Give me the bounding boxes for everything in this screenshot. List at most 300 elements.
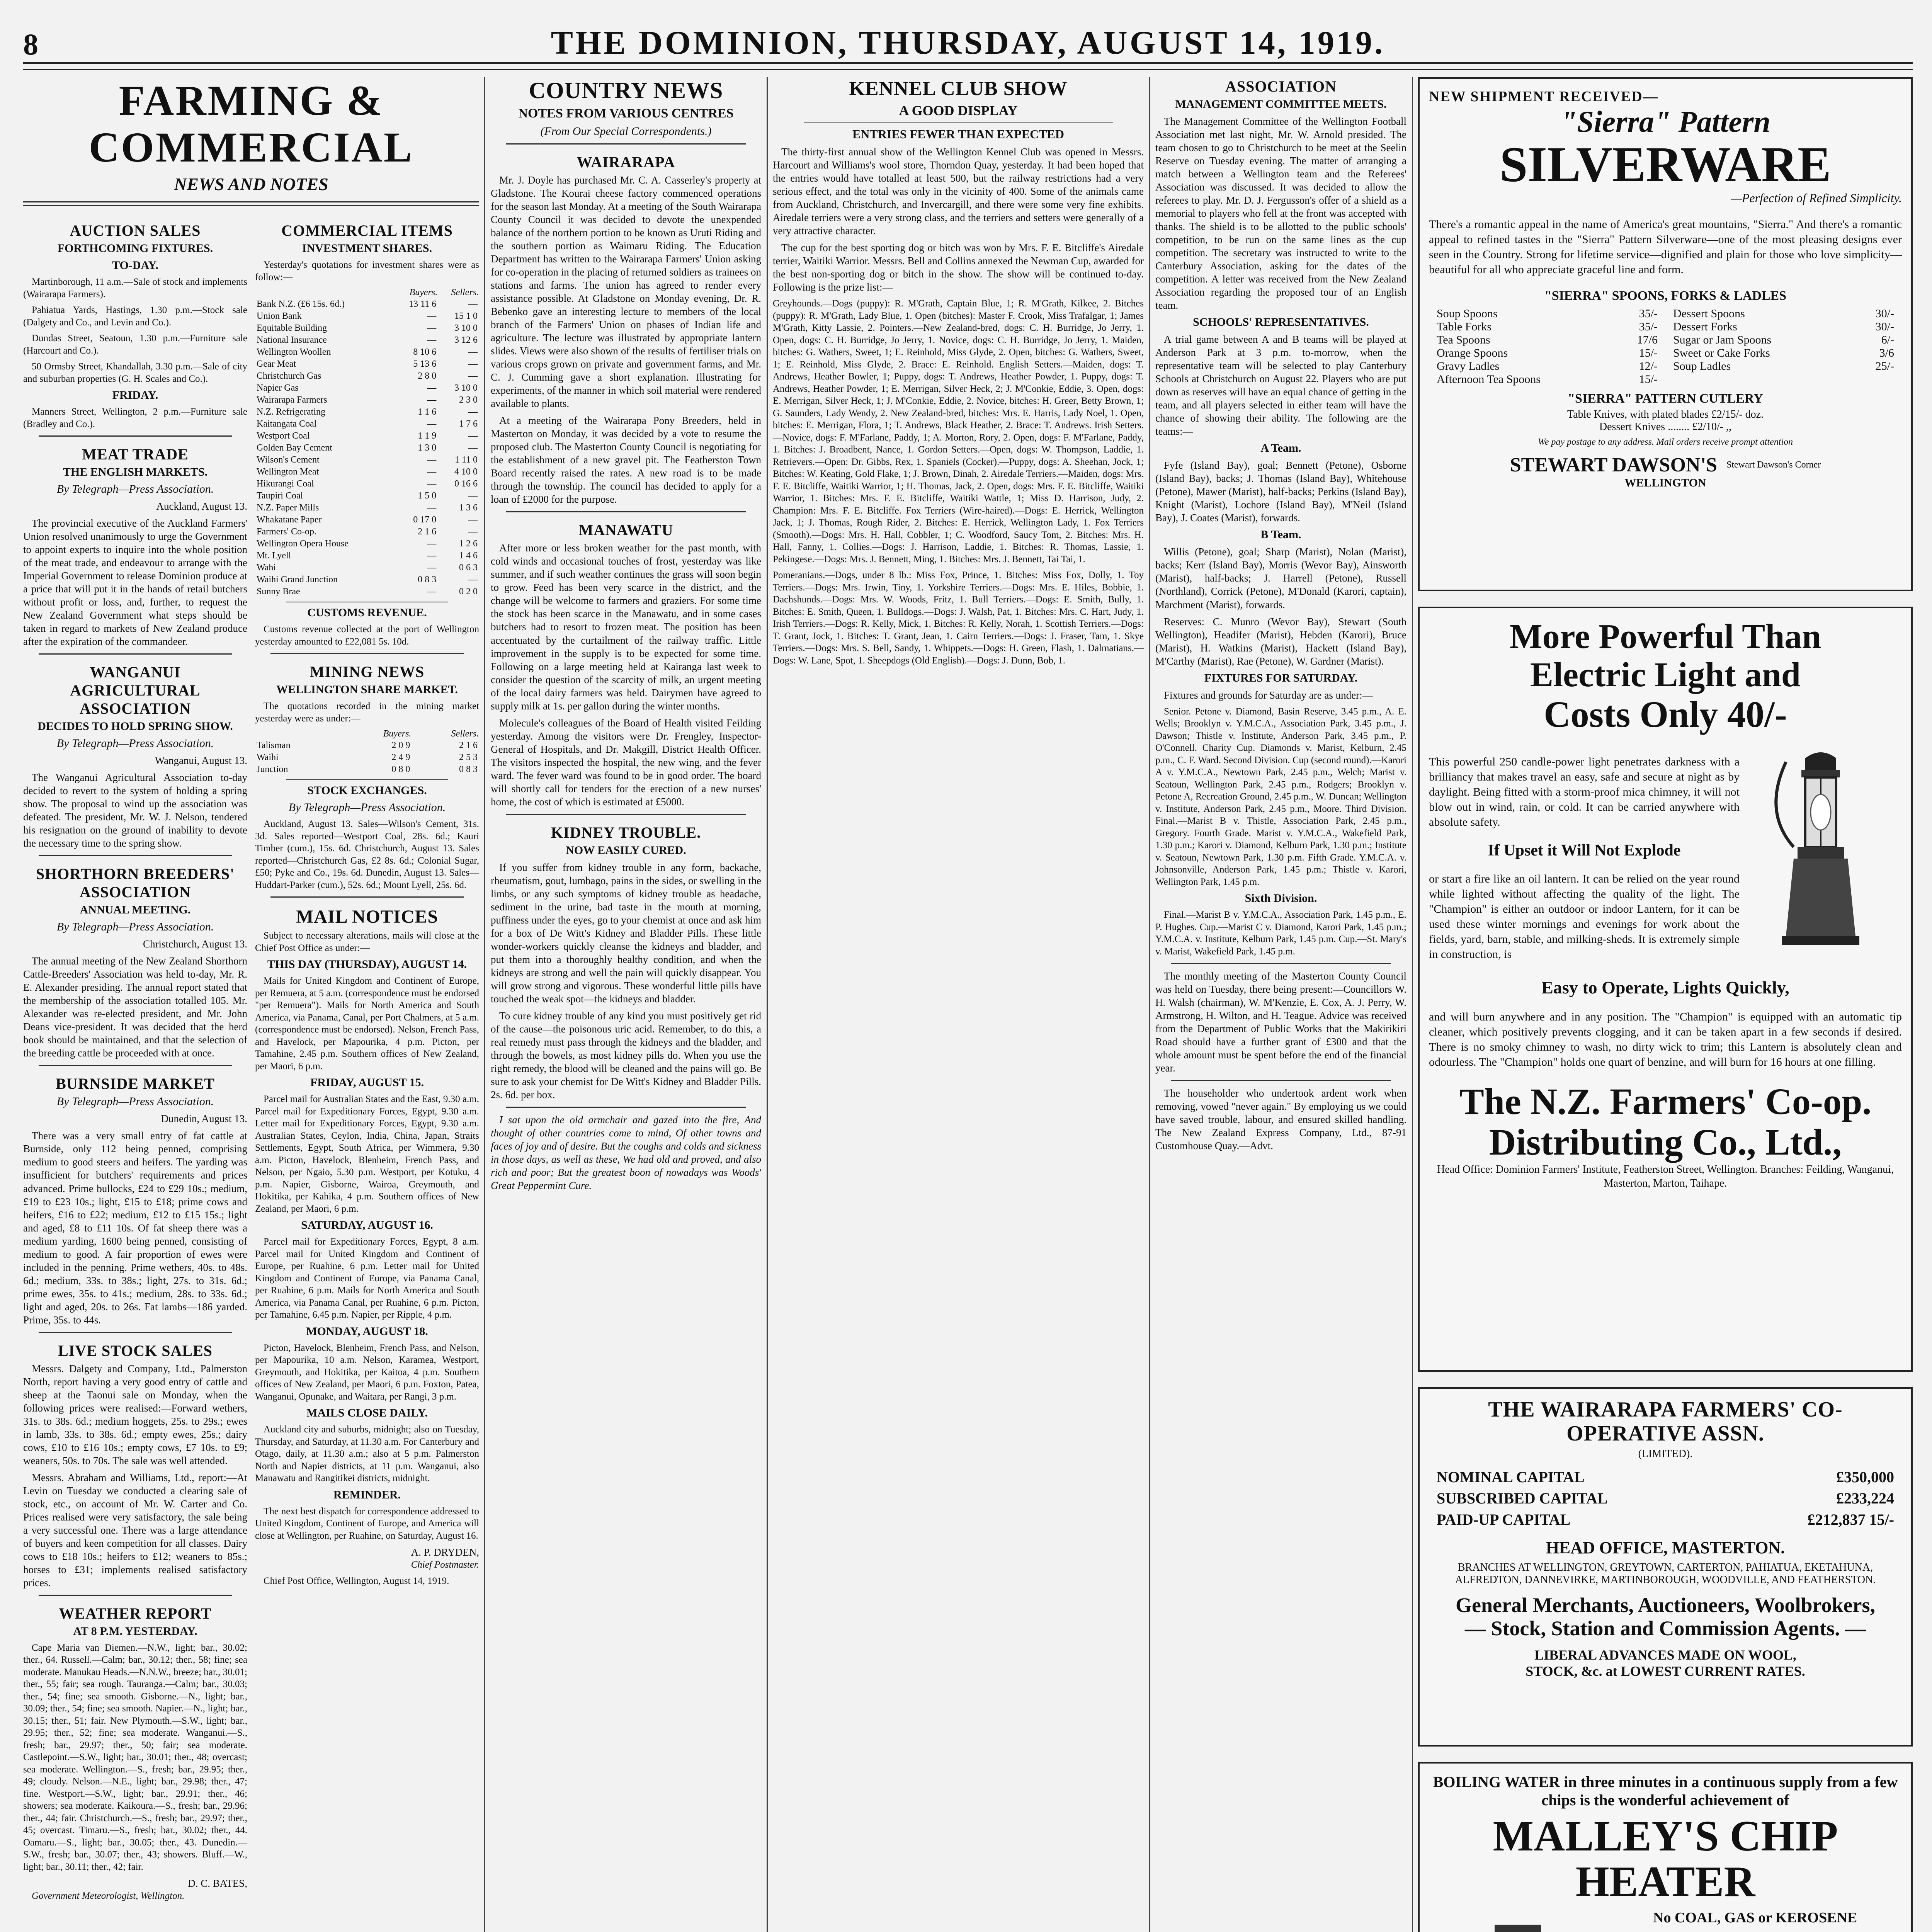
advertisements-column: [1418, 77, 1913, 1932]
capital-label: PAID-UP CAPITAL: [1437, 1511, 1571, 1529]
wanganui-heading: WANGANUI AGRICULTURAL ASSOCIATION: [70, 663, 201, 718]
livestock-body: Messrs. Dalgety and Company, Ltd., Palmerston North, report having a very good entry of cattle and sheep at the Taonui sale on Monday, when the following prices were realised:—Forward wethers, 31s. to 38s. 6d.; medium hoggets, 25s. to 29s.; ewes in lamb, 33s. to 38s. 6d.; empty ewes, 25s.; dairy cows, £10 to £16 10s.; empty cows, £7 10s. to £9; weaners, 50s. to 70s. The sale was well attended.: [23, 1362, 247, 1466]
divider: [270, 896, 464, 898]
kidney-heading: KIDNEY TROUBLE.: [551, 823, 701, 841]
mail-heading: MAIL NOTICES: [296, 906, 439, 927]
divider: [39, 1595, 232, 1596]
mail-day-body: Picton, Havelock, Blenheim, French Pass, and Nelson, per Mapourika, 10 a.m. Nelson, Karamea, Westport, Greymouth, and Hokitika, per Kaitoa, 4 p.m. Southern offices of New Zealand, per Maori, 6 p.m. Foxton, Patea, Wanganui, Opunake, and Waitara, per Rangi, 3 p.m.: [255, 1342, 479, 1402]
price-list-item: [1673, 333, 1894, 347]
quote-sellers: —: [468, 371, 478, 381]
lantern-headline-2: Electric Light and: [1530, 656, 1801, 694]
quote-buyers: —: [427, 551, 437, 561]
capital-row: [1429, 1509, 1902, 1530]
wairarapa-body: At a meeting of the Wairarapa Pony Breeders, held in Masterton on Monday, it was decided by a vote to resume the proposed club. The Masterton County Council is negotiating for the establishment of a new gravel pit. The Featherston Town Board recently raised the rates. A new road is to be made through the township. The council has decided to apply for a loan of £2000 for the purpose.: [491, 415, 761, 505]
dateline: Christchurch, August 13.: [143, 938, 247, 950]
quote-name: Talisman: [257, 740, 291, 750]
wfca-advances-2: STOCK, &c. at LOWEST CURRENT RATES.: [1526, 1663, 1805, 1679]
quote-row: [255, 394, 479, 406]
mail-signature: A. P. DRYDEN,: [411, 1546, 479, 1558]
quote-sellers: —: [468, 527, 478, 537]
mail-signature-title: Chief Postmaster.: [411, 1560, 479, 1570]
shorthorn-body: The annual meeting of the New Zealand Shorthorn Cattle-Breeders' Association was held to-day, Mr. R. E. Alexander presiding. The annual report stated that the membership of the association totalled 105. Mr. Alexander was re-elected president, and Mr. John Deans vice-president. It was decided that the herd book should be maintained, and that the selection of the breeding cattle be proceeded with at once.: [23, 955, 247, 1059]
commercial-heading: COMMERCIAL ITEMS: [281, 222, 453, 239]
auction-entry: Pahiatua Yards, Hastings, 1.30 p.m.—Stock sale (Dalgety and Co., and Levin and Co.).: [23, 305, 247, 328]
quote-buyers: —: [427, 323, 437, 333]
price-list-item: [1673, 307, 1894, 320]
kidney-body: To cure kidney trouble of any kind you must positively get rid of the cause—the poisonous uric acid. Remember, to do this, a real remedy must pass through the kidneys and the bladder, and through the bowels, as most kidney pills do. When you use the right remedy, the blood will be cleaned and the pains will go. Be sure to ask your chemist for De Witt's Kidney and Bladder Pills. 2s. 6d. per box.: [491, 1010, 761, 1100]
lantern-body-2: or start a fire like an oil lantern. It can be relied on the year round while lighted without affecting the quality of the light. The "Champion" is either an outdoor or indoor Lantern, for it can be used these winter mornings and evenings for work about the fields, yard, barn, stable, and milking-sheds. It is extremely simple in construction, is: [1429, 872, 1740, 961]
divider: [506, 1107, 746, 1108]
capital-value: £233,224: [1836, 1490, 1894, 1507]
quote-buyers: —: [427, 563, 437, 573]
byline: By Telegraph—Press Association.: [56, 1095, 214, 1108]
auction-subhead: FORTHCOMING FIXTURES.: [57, 242, 213, 255]
quote-sellers: —: [468, 443, 478, 453]
schools-body: A trial game between A and B teams will be played at Anderson Park at 3 p.m. to-morrow, when the representative team will be selected to play Canterbury Schools at Christchurch on August 22. Players who are put down as reserves will have an equal chance of getting in the team, and all players selected in either team will have the chance of showing their ability. The following are the teams:—: [1155, 333, 1406, 437]
mail-day-body: Parcel mail for Expeditionary Forces, Egypt, 8 a.m. Parcel mail for United Kingdom and Continent of Europe, per Ruahine, 6 p.m. Letter mail for United Kingdom and Continent of Europe, via Panama Canal, per Ruahine, 6 p.m. Mails for North America and South America, via Panama Canal, per Ruahine, 6 p.m. Picton, per Tamahine, 6.45 p.m. Napier, per Ripple, 4 p.m.: [255, 1236, 479, 1320]
quote-name: Waihi: [257, 752, 279, 762]
lantern-footer-2: Distributing Co., Ltd.,: [1489, 1121, 1842, 1163]
quote-row: [255, 550, 479, 562]
price-item-name: Dessert Forks: [1673, 320, 1737, 333]
mining-quotes-table: [255, 728, 479, 776]
quote-row: [255, 586, 479, 598]
auction-heading: AUCTION SALES: [70, 222, 201, 239]
kennel-intro: The cup for the best sporting dog or bitch was won by Mrs. F. E. Bitcliffe's Airedale terrier, Waitiki Warrior. Messrs. Bell and Collins annexed the Newman Cup, awarded for the best non-sporting dog or bitch in the show. The show will be continued to-day. Following is the prize list:—: [773, 242, 1144, 293]
silverware-tagline: —Perfection of Refined Simplicity.: [1731, 191, 1902, 205]
quote-name: Junction: [257, 764, 288, 774]
divider: [804, 122, 1113, 123]
capital-value: £350,000: [1836, 1468, 1894, 1486]
quote-name: Equitable Building: [257, 323, 327, 333]
council-meeting-body: The monthly meeting of the Masterton County Council was held on Tuesday, there being present:—Councillors W. H. Walsh (chairman), W. M'Kenzie, E. Cox, A. J. Perry, W. Armstrong, H. Wilton, and H. Teague. Advice was received from the Department of Public Works that the Makirikiri Road should have a further grant of £300 and that the whole amount must be spent before the end of the financial year.: [1155, 970, 1406, 1074]
price-item-name: Dessert Spoons: [1673, 307, 1745, 320]
quote-buyers: 5 13 6: [413, 359, 437, 369]
mail-reminder-heading: REMINDER.: [333, 1488, 401, 1501]
quote-sellers: —: [468, 347, 478, 357]
divider: [506, 814, 746, 815]
capital-label: SUBSCRIBED CAPITAL: [1437, 1490, 1608, 1507]
farming-commercial-column: [23, 77, 479, 1932]
quote-row: [255, 490, 479, 502]
burnside-body: There was a very small entry of fat cattle at Burnside, only 112 being penned, comprising medium to good steers and heifers. The yarding was insufficient for butchers' requirements and prices advanced. Prime bullocks, £24 to £29 10s.; medium, £19 to £23 10s.; light, £15 to £18; prime cows and heifers, £16 to £22; medium, £12 to £15 15s.; light and aged, £8 to £11 10s. Of fat sheep there was a medium yarding, 1600 being penned, consisting of medium to good. A fair proportion of ewes were included in the penning. Prime wethers, 40s. to 48s. 6d.; medium, 33s. to 38s.; light, 27s. to 31s. 6d.; prime ewes, 35s. to 41s.; medium, 28s. to 33s. 6d.; light and aged, 20s. to 26s. Fat lambs—186 yarded. Prime, 35s. to 44s.: [23, 1130, 247, 1326]
auction-entry: Manners Street, Wellington, 2 p.m.—Furniture sale (Bradley and Co.).: [23, 406, 247, 429]
quote-sellers: 3 10 0: [454, 323, 478, 333]
quote-row: [255, 322, 479, 334]
capital-row: [1429, 1466, 1902, 1488]
wanganui-subhead: DECIDES TO HOLD SPRING SHOW.: [37, 720, 233, 733]
mail-day: SATURDAY, AUGUST 16.: [301, 1219, 433, 1231]
silverware-advert: [1418, 77, 1913, 591]
price-item-price: 35/-: [1639, 307, 1658, 320]
quote-name: Wairarapa Farmers: [257, 395, 327, 405]
association-column: [1155, 77, 1406, 1932]
silverware-brand-sub: Stewart Dawson's Corner: [1726, 460, 1821, 470]
quote-sellers: —: [468, 515, 478, 525]
quote-buyers: 1 3 0: [418, 443, 437, 453]
livestock-heading: LIVE STOCK SALES: [58, 1342, 213, 1359]
cutlery-heading: "SIERRA" PATTERN CUTLERY: [1568, 391, 1763, 406]
wanganui-body: The Wanganui Agricultural Association to-day decided to revert to the system of holding a spring show. The proposal to wind up the association was defeated. The president, Mr. W. J. Nelson, tendered his resignation on the ground of inability to devote the necessary time to the spring show.: [23, 772, 247, 849]
quote-name: Westport Coal: [257, 431, 310, 441]
quote-row: [255, 346, 479, 358]
quote-row: [255, 370, 479, 382]
kennel-prize-list: Pomeranians.—Dogs, under 8 lb.: Miss Fox, Prince, 1. Bitches: Miss Fox, Dolly, 1. Toy Terriers.—Dogs: Mrs. Irwin, Tiny, 1. Yorkshire Terriers.—Dogs: Mrs. E. Hiles, Bobbie, 1. Dachshunds.—Dogs: Mrs. W. Woods, Fritz, 1. Bull Terriers.—Dogs: E. Smith, Bully, 1. Bitches: E. Smith, Queen, 1. Bulldogs.—Dogs: J. Walsh, Pat, 1. Bitches: Mrs. C. Hart, Judy, 1. Irish Terriers.—Dogs: R. Kelly, Mick, 1. Bitches: R. Kelly, Norah, 1. Scottish Terriers.—Dogs: T. Grant, Jock, 1. Bitches: T. Grant, Jean, 1. Cairn Terriers.—Dogs: J. Fraser, Tam, 1. Skye Terriers.—Dogs: Mrs. S. Bell, Sandy, 1. Whippets.—Dogs: H. Green, Flash, 1. Dalmatians.—Dogs: W. Lane, Spot, 1. Sheepdogs (Old English).—Dogs: J. Dunn, Bob, 1.: [773, 570, 1144, 666]
cutlery-line: Table Knives, with plated blades £2/15/- doz.: [1567, 408, 1764, 421]
quote-row: [255, 514, 479, 526]
mail-day: MAILS CLOSE DAILY.: [306, 1406, 428, 1419]
quote-sellers: 2 3 0: [459, 395, 478, 405]
quote-name: Mt. Lyell: [257, 551, 291, 561]
country-news-column: [491, 77, 761, 1932]
col-header-buyers: Buyers.: [409, 287, 438, 298]
sixth-division-body: Final.—Marist B v. Y.M.C.A., Association Park, 1.45 p.m., E. P. Hughes. Cup.—Marist C v. Diamond, Karori Park, 1.45 p.m.; Y.M.C.A. v. Institute, Kelburn Park, 1.45 p.m. Cup.—St. Mary's v. Marist, Wakefield Park, 1.45 p.m.: [1155, 910, 1406, 957]
price-item-price: 3/6: [1879, 347, 1894, 360]
quote-name: Waihi Grand Junction: [257, 575, 338, 585]
quote-sellers: —: [468, 491, 478, 501]
kennel-heading: KENNEL CLUB SHOW: [849, 78, 1068, 100]
mail-signature-place: Chief Post Office, Wellington, August 14, 1919.: [264, 1575, 449, 1586]
quote-name: Wellington Opera House: [257, 539, 349, 549]
mail-day: MONDAY, AUGUST 18.: [306, 1325, 428, 1338]
quote-buyers: 0 8 3: [418, 575, 437, 585]
quote-sellers: 3 10 0: [454, 383, 478, 393]
quote-row: [255, 382, 479, 394]
quote-sellers: 3 12 6: [454, 335, 478, 345]
byline: By Telegraph—Press Association.: [56, 737, 214, 750]
quote-row: [255, 752, 479, 764]
quote-sellers: 0 8 3: [459, 764, 478, 774]
mail-reminder-body: The next best dispatch for correspondence addressed to United Kingdom, Continent of Europe, and America will close at Wellington, per Ruahine, on Saturday, August 16.: [255, 1506, 479, 1541]
association-body: The Management Committee of the Wellington Football Association met last night, Mr. W. Arnold presided. The team chosen to go to Christchurch to be meet at the Seelin Reserve on Tuesday evening. The matter of arranging a match between a Wellington team and the Referees' Association was discussed. It was decided to allow the referees to play. Mr. D. J. Fergusson's offer of a shield as a memorial to players who fell at the front was accepted with thanks. The shield is to be allotted to the public schools' competition, to be run on the same lines as the cup competition. The secretary was instructed to write to the Canterbury Association, asking for the dates of the competition. A letter was received from the New Zealand Association regarding the proposed tour of an English team.: [1155, 116, 1406, 311]
quote-buyers: —: [427, 503, 437, 513]
masthead: [23, 15, 1913, 64]
divider: [286, 779, 448, 780]
quote-buyers: 2 4 9: [391, 752, 410, 762]
quote-sellers: —: [468, 407, 478, 417]
quote-name: Wellington Woollen: [257, 347, 331, 357]
price-item-name: Table Forks: [1437, 320, 1492, 333]
weather-signature: D. C. BATES,: [188, 1878, 247, 1889]
price-item-price: 6/-: [1881, 333, 1894, 347]
auction-entry: 50 Ormsby Street, Khandallah, 3.30 p.m.—Sale of city and suburban properties (G. H. Scales and Co.).: [23, 361, 247, 384]
mail-day-body: Auckland city and suburbs, midnight; also on Tuesday, Thursday, and Saturday, at 11.30 a.m. For Canterbury and Otago, daily, at 11.30 a.m.; also at 5 p.m. Palmerston North and Napier districts, at 11 p.m. Wanganui, also Manawatu and Rangitikei districts, midnight.: [255, 1424, 479, 1483]
chip-heater-advert: [1418, 1762, 1913, 1932]
quote-sellers: 2 5 3: [459, 752, 478, 762]
quote-sellers: 1 2 6: [459, 539, 478, 549]
price-list-item: [1673, 320, 1894, 333]
quote-name: Union Bank: [257, 311, 302, 321]
price-list-item: [1437, 373, 1658, 386]
quote-buyers: —: [427, 455, 437, 465]
price-item-name: Sweet or Cake Forks: [1673, 347, 1770, 360]
divider: [39, 1065, 232, 1066]
meat-subhead: THE ENGLISH MARKETS.: [63, 466, 208, 478]
price-item-name: Sugar or Jam Spoons: [1673, 333, 1772, 347]
quote-name: Farmers' Co-op.: [257, 527, 316, 537]
meat-body: The provincial executive of the Auckland Farmers' Union resolved unanimously to urge the Government to appoint experts to inquire into the whole position of the meat trade, and endeavour to arrange with the Imperial Government to release Dominion produce at a price that will put it in the hands of retail butchers without profit or loss, and, further, to request the New Zealand Government what steps should be taken in regard to markets of New Zealand produce after the expiration of the commandeer.: [23, 517, 247, 648]
quote-row: [255, 406, 479, 418]
price-item-name: Soup Ladles: [1673, 360, 1731, 373]
cutlery-line: Dessert Knives ........ £2/10/- ,,: [1599, 421, 1732, 433]
quote-name: Napier Gas: [257, 383, 299, 393]
weather-subhead: AT 8 P.M. YESTERDAY.: [73, 1624, 197, 1638]
burnside-heading: BURNSIDE MARKET: [56, 1075, 215, 1093]
silverware-place: WELLINGTON: [1624, 476, 1706, 490]
quote-buyers: —: [427, 539, 437, 549]
farming-right-subcolumn: [255, 213, 479, 1906]
divider: [39, 653, 232, 655]
mail-day-body: Mails for United Kingdom and Continent of Europe, per Remuera, at 5 a.m. (correspondence must be endorsed "per Remuera"). Mails for North America and South America, via Panama, Canal, per Port Chalmers, at 5 a.m. (correspondence must be endorsed). Nelson, French Pass, and Havelock, per Mapourika, 4 p.m. Picton, per Tamahine, 2.45 p.m. Southern offices of New Zealand, per Maori, 6 p.m.: [255, 976, 479, 1071]
capital-value: £212,837 15/-: [1807, 1511, 1894, 1529]
poem-advert: I sat upon the old armchair and gazed into the fire, And thought of other countries come to mind, Of other towns and faces of joy and of desire. But the coughs and colds and sickness in those days, as well as these, We had old and proved, and also rich and poor; But the greatest boon of nowadays was Woods' Great Peppermint Cure.: [491, 1114, 761, 1192]
kennel-club-column: [773, 77, 1144, 1932]
wfca-services-1: General Merchants, Auctioneers, Woolbrokers,: [1456, 1594, 1875, 1617]
lantern-icon: [1747, 750, 1894, 951]
silverware-body: There's a romantic appeal in the name of America's great mountains, "Sierra." And there's a romantic appeal to refined tastes in the "Sierra" Pattern Silverware—one of the most pleasing designs ever seen in the Country. Strong for lifetime service—dignified and plain for those who love simplicity—beautiful for all who appreciate graceful line and form.: [1429, 218, 1902, 276]
quote-buyers: —: [427, 335, 437, 345]
column-divider: [1149, 77, 1150, 1932]
quote-row: [255, 310, 479, 322]
quote-sellers: —: [468, 431, 478, 441]
mail-intro: Subject to necessary alterations, mails will close at the Chief Post Office as under:—: [255, 930, 479, 953]
wfca-limited: (LIMITED).: [1638, 1448, 1693, 1460]
price-list-item: [1437, 307, 1658, 320]
mail-day: THIS DAY (THURSDAY), AUGUST 14.: [267, 958, 467, 971]
quote-row: [255, 478, 479, 490]
quote-buyers: 2 0 9: [391, 740, 410, 750]
manawatu-heading: MANAWATU: [578, 521, 673, 539]
heater-title: MALLEY'S CHIP HEATER: [1493, 1812, 1838, 1906]
quote-row: [255, 764, 479, 776]
mining-intro: The quotations recorded in the mining market yesterday were as under:—: [255, 701, 479, 724]
auction-day: TO-DAY.: [112, 259, 158, 272]
quote-buyers: 0 17 0: [413, 515, 437, 525]
team-a-heading: A Team.: [1260, 442, 1301, 455]
quote-name: National Insurance: [257, 335, 327, 345]
price-list-item: [1437, 320, 1658, 333]
quote-row: [255, 526, 479, 538]
sixth-division-heading: Sixth Division.: [1245, 892, 1317, 905]
kidney-body: If you suffer from kidney trouble in any form, backache, rheumatism, gout, lumbago, pains in the sides, or swelling in the limbs, or any such symptoms of kidney trouble as headache, sediment in the urine, bad taste in the mouth at morning, puffiness under the eyes, go to your chemist at once and ask him for a box of De Witt's Kidney and Bladder Pills. These little wonder-workers quickly cleanse the kidneys and bladder, and put them into a thoroughly healthy condition, and when the kidneys are strong and well the pain will quickly disappear. You will grow strong and vigorous. These wonderful little pills have touched the weak spot—the kidneys and bladder.: [491, 861, 761, 1005]
silverware-note: We pay postage to any address. Mail orders receive prompt attention: [1537, 437, 1793, 447]
section-title: FARMING & COMMERCIAL: [88, 77, 414, 171]
lantern-headline-3: Costs Only 40/-: [1544, 694, 1787, 735]
quote-sellers: 0 16 6: [454, 479, 478, 489]
price-item-price: 12/-: [1639, 360, 1658, 373]
quote-sellers: —: [468, 359, 478, 369]
quote-buyers: 0 8 0: [391, 764, 410, 774]
farming-left-subcolumn: [23, 213, 247, 1906]
quote-name: N.Z. Refrigerating: [257, 407, 325, 417]
mail-day: FRIDAY, AUGUST 15.: [310, 1076, 424, 1089]
column-divider: [484, 77, 485, 1932]
schools-heading: SCHOOLS' REPRESENTATIVES.: [1193, 316, 1369, 329]
investment-quotes-table: [255, 287, 479, 598]
lantern-headline-1: More Powerful Than: [1509, 617, 1821, 656]
divider: [1171, 963, 1391, 964]
dateline: Wanganui, August 13.: [155, 755, 247, 767]
commercial-intro: Yesterday's quotations for investment shares were as follow:—: [255, 260, 479, 282]
shorthorn-heading: SHORTHORN BREEDERS' ASSOCIATION: [36, 865, 235, 901]
byline: By Telegraph—Press Association.: [288, 801, 446, 814]
price-item-name: Tea Spoons: [1437, 333, 1490, 347]
auction-entry: Martinborough, 11 a.m.—Sale of stock and implements (Wairarapa Farmers).: [23, 277, 247, 299]
divider: [1171, 1080, 1391, 1081]
price-item-price: 30/-: [1875, 307, 1894, 320]
weather-signature-title: Government Meteorologist, Wellington.: [32, 1891, 185, 1901]
mail-day-body: Parcel mail for Australian States and the East, 9.30 a.m. Parcel mail for Expeditionary Forces, Egypt, 9.30 a.m. Letter mail for Expeditionary Forces, Egypt, 9.30 a.m. Australian States, Ceylon, India, China, Japan, Straits Settlements, Egypt, South Africa, per Wimmera, 9.30 a.m. Picton, Havelock, Blenheim, French Pass, and Nelson, per Ngaio, 5.30 p.m. Westport, per Kotuku, 4 p.m. Napier, Gisborne, Wairoa, Greymouth, and Hokitika, per Kahika, 4 p.m. Southern offices of New Zealand, per Maori, 6 p.m.: [255, 1094, 479, 1214]
section-subtitle: NEWS AND NOTES: [174, 174, 328, 194]
silverware-title-1: "Sierra" Pattern: [1560, 105, 1770, 138]
quote-buyers: 1 5 0: [418, 491, 437, 501]
quote-sellers: 2 1 6: [459, 740, 478, 750]
wairarapa-farmers-advert: [1418, 1387, 1913, 1747]
dateline: Auckland, August 13.: [156, 500, 247, 512]
fixtures-intro: Fixtures and grounds for Saturday are as under:—: [1164, 689, 1373, 701]
silverware-list-heading: "SIERRA" SPOONS, FORKS & LADLES: [1544, 289, 1787, 303]
quote-name: Whakatane Paper: [257, 515, 322, 525]
country-heading: COUNTRY NEWS: [529, 78, 723, 103]
quote-buyers: 1 1 6: [418, 407, 437, 417]
quote-name: Taupiri Coal: [257, 491, 303, 501]
price-list-item: [1437, 347, 1658, 360]
quote-row: [255, 502, 479, 514]
quote-row: [255, 442, 479, 454]
divider: [506, 511, 746, 512]
col-header-sellers: Sellers.: [451, 729, 479, 739]
column-divider: [1412, 77, 1413, 1932]
masthead-title: THE DOMINION, THURSDAY, AUGUST 14, 1919.: [551, 24, 1385, 61]
livestock-body: Messrs. Abraham and Williams, Ltd., report:—At Levin on Tuesday we conducted a clearing sale of stock, etc., on account of Mr. W. Carter and Co. Prices realised were very satisfactory, the sale being a very successful one. There was a large attendance of buyers and keen competition for all classes. Dairy cows to £18 10s.; heifers to £12; weaners to 85s.; horses to £31; implements realised satisfactory prices.: [23, 1471, 247, 1588]
lantern-footer-3: Head Office: Dominion Farmers' Institute, Featherston Street, Wellington. Branches: Feilding, Wanganui, Masterton, Marton, Taihape.: [1437, 1163, 1894, 1190]
price-item-price: 35/-: [1639, 320, 1658, 333]
wfca-advances-1: LIBERAL ADVANCES MADE ON WOOL,: [1534, 1647, 1796, 1663]
silverware-brand: STEWART DAWSON'S: [1510, 454, 1717, 476]
heater-kicker: BOILING WATER in three minutes in a continuous supply from a few chips is the wonderful achievement of: [1433, 1773, 1898, 1809]
byline: By Telegraph—Press Association.: [56, 483, 214, 495]
quote-name: N.Z. Paper Mills: [257, 503, 319, 513]
commercial-subhead: INVESTMENT SHARES.: [302, 242, 432, 255]
stock-heading: STOCK EXCHANGES.: [307, 784, 427, 797]
team-a-body: Fyfe (Island Bay), goal; Bennett (Petone), Osborne (Island Bay), backs; J. Thomas (Island Bay), Whitehouse (Petone), Mawer (Marist), half-backs; Perkins (Island Bay), Knight (Marist), Lochore (Island Bay), M'Neil (Island Bay), J. Coates (Marist), forwards.: [1155, 459, 1406, 524]
quote-sellers: 1 4 6: [459, 551, 478, 561]
heater-icon: [1429, 1917, 1630, 1932]
quote-name: Wellington Meat: [257, 467, 319, 477]
quote-sellers: —: [468, 575, 478, 585]
price-item-price: 25/-: [1875, 360, 1894, 373]
quote-sellers: 15 1 0: [454, 311, 478, 321]
price-item-name: Orange Spoons: [1437, 347, 1508, 360]
wairarapa-body: Mr. J. Doyle has purchased Mr. C. A. Casserley's property at Gladstone. The Kourai cheese factory commenced operations for the season last Monday. At a meeting of the South Wairarapa County Council it was decided to devote the unexpended balance of the northern portion to be known as Uruti Riding and the southern portion as Waimaru Riding. The Education Department has written to the Wairarapa Farmers' Union asking for co-operation in the placing of returned soldiers as trainees on stations and farms. The union has agreed to render every assistance possible. At Gladstone on Monday evening, Dr. R. Bebenko gave an interesting lecture to members of the local branch of the Farmers' Union on phases of Indian life and agriculture. The lecture was illustrated by appropriate lantern slides. Views were also shown of the results of fertiliser trials on various crops grown on private and government farms, and Mr. C. J. Cumming gave a short explanation. Illustrating for experiments, of the manner in which soil material were rendered available to plants.: [491, 174, 761, 410]
fixtures-heading: FIXTURES FOR SATURDAY.: [1204, 671, 1358, 684]
quote-buyers: —: [427, 311, 437, 321]
express-advert: The householder who undertook ardent work when removing, vowed "never again." By employing us we could have saved trouble, labour, and ensured skilled handling. The New Zealand Express Company, Ltd., 87-91 Customhouse Quay.—Advt.: [1155, 1087, 1406, 1152]
column-divider: [767, 77, 768, 1932]
quote-row: [255, 574, 479, 586]
divider: [270, 653, 464, 654]
quote-sellers: 0 6 3: [459, 563, 478, 573]
quote-row: [255, 454, 479, 466]
page-number: 8: [23, 27, 38, 61]
quote-sellers: 1 7 6: [459, 419, 478, 429]
price-list-item: [1673, 347, 1894, 360]
kennel-subhead: A GOOD DISPLAY: [899, 103, 1018, 118]
mining-heading: MINING NEWS: [310, 663, 425, 680]
country-subhead: NOTES FROM VARIOUS CENTRES: [518, 106, 734, 121]
capital-label: NOMINAL CAPITAL: [1437, 1468, 1585, 1486]
team-b-body: Willis (Petone), goal; Sharp (Marist), Nolan (Marist), backs; Kerr (Island Bay), Morris (Wevor Bay), Ainsworth (Marist), half-backs; J. Harrell (Petone), Russell (Northland), Corrick (Petone), M'Donald (Karori, captain), Marchment (Marist), forwards.: [1155, 546, 1406, 611]
quote-buyers: 1 1 9: [418, 431, 437, 441]
quote-buyers: —: [427, 479, 437, 489]
price-list-item: [1673, 360, 1894, 373]
quote-name: Wilson's Cement: [257, 455, 320, 465]
kidney-subhead: NOW EASILY CURED.: [566, 844, 686, 857]
quote-name: Christchurch Gas: [257, 371, 321, 381]
wfca-head-office: HEAD OFFICE, MASTERTON.: [1546, 1538, 1785, 1558]
col-header-sellers: Sellers.: [451, 287, 479, 298]
divider: [23, 201, 479, 206]
reserves-body: Reserves: C. Munro (Wevor Bay), Stewart (South Wellington), Headifer (Marist), Hebden (Karori), Bruce (Marist), H. Watkins (Marist), Hackett (Island Bay), M'Carthy (Marist), Rae (Petone), W. Gardner (Marist).: [1155, 616, 1406, 667]
quote-name: Hikurangi Coal: [257, 479, 314, 489]
quote-row: [255, 430, 479, 442]
quote-row: [255, 358, 479, 370]
customs-body: Customs revenue collected at the port of Wellington yesterday amounted to £22,081 5s. 10d.: [255, 624, 479, 647]
price-item-name: Gravy Ladles: [1437, 360, 1500, 373]
stock-body: Auckland, August 13. Sales—Wilson's Cement, 31s. 3d. Sales reported—Westport Coal, 28s. 6d.; Kauri Timber (cum.), 15s. 6d. Christchurch, August 13. Sales reported—Christchurch Gas, £2 8s. 6d.; Colonial Sugar, £50; Pyke and Co., 19s. 6d. Dunedin, August 13. Sales—Huddart-Parker (cum.), 52s. 6d.; Mount Lyell, 25s. 6d.: [255, 819, 479, 890]
quote-buyers: 2 1 6: [418, 527, 437, 537]
price-item-price: 15/-: [1639, 373, 1658, 386]
divider: [39, 435, 232, 437]
divider: [39, 855, 232, 856]
quote-row: [255, 740, 479, 752]
col-header-buyers: Buyers.: [383, 729, 412, 739]
fixtures-body: Senior. Petone v. Diamond, Basin Reserve, 3.45 p.m., A. E. Wells; Brooklyn v. Y.M.C.A., Association Park, 3.45 p.m., J. Dawson; Thistle v. Institute, Anderson Park, 3.45 p.m., P. O'Connell. Charity Cup. Diamonds v. Marist, Kelburn, 2.45 p.m., C. F. Ward. Second Division. Cup (second round).—Karori A v. Y.M.C.A., Newtown Park, 2.45 p.m., Welch; Marist v. Seatoun, Wellington Park, 2.45 p.m., Rodgers; Brooklyn v. Petone A, Recreation Ground, 2.45 p.m., W. Duncan; Wellington v. Institute, Anderson Park, 2.45 p.m., Moore. Third Division. Final.—Marist B v. Thistle, Association Park, 2.45 p.m., Gregory. Fourth Grade. Marist v. Y.M.C.A., Wakefield Park, 1.30 p.m.; Karori v. Diamond, Kelburn Park, 1.30 p.m.; Institute v. Seatoun, Newtown Park, 1.30 p.m. Fifth Grade. Y.M.C.A. v. Johnsonville, Anderson Park, 1.45 p.m.; Thistle v. Karori, Wellington Park, 1.45 p.m.: [1155, 706, 1406, 887]
quote-name: Bank N.Z. (£6 15s. 6d.): [257, 299, 345, 309]
quote-buyers: —: [427, 419, 437, 429]
auction-entry: Dundas Street, Seatoun, 1.30 p.m.—Furniture sale (Harcourt and Co.).: [23, 333, 247, 356]
weather-body: Cape Maria van Diemen.—N.W., light; bar., 30.02; ther., 64. Russell.—Calm; bar., 30.12; ther., 58; fine; sea moderate. Manukau Heads.—N.N.W., breeze; bar., 30.01; ther., 55; fair; sea rough. Tauranga.—Calm; bar., 30.03; ther., 54; fine; sea smooth. Gisborne.—N., light; bar., 30.09; ther., 54; fine; sea smooth. Napier.—N., light; bar., 30.15; ther., 51; fair. New Plymouth.—S.W., light; bar., 29.95; ther., 52; fine; sea moderate. Wanganui.—S., fresh; bar., 29.97; ther., 50; fair; sea moderate. Castlepoint.—S.W., light; bar., 30.01; ther., 48; overcast; sea moderate. Wellington.—S., fresh; bar., 29.95; ther., 49; cloudy. Nelson.—N.E., light; bar., 29.98; ther., 47; fine. Westport.—S.W., light; bar., 29.91; ther., 46; showers; sea moderate. Kaikoura.—S., fresh; bar., 29.96; ther., 44; fair. Christchurch.—S., fresh; bar., 29.97; ther., 45; overcast. Timaru.—S., fresh; bar., 30.02; ther., 44. Oamaru.—S., light; bar., 30.05; ther., 43. Dunedin.—S.W., fresh; bar., 30.07; ther., 43; showers. Bluff.—W., light; bar., 30.11; ther., 42; fair.: [23, 1642, 247, 1872]
capital-row: [1429, 1488, 1902, 1509]
lantern-body: This powerful 250 candle-power light penetrates darkness with a brilliancy that makes travel an easy, safe and secure at night as by daylight. Being fitted with a storm-proof mica chimney, it will not blow out in wind, rain, or cold. It can be carried anywhere with absolute safety.: [1429, 755, 1740, 828]
quote-buyers: —: [427, 467, 437, 477]
quote-buyers: —: [427, 383, 437, 393]
price-item-name: Afternoon Tea Spoons: [1437, 373, 1541, 386]
quote-name: Kaitangata Coal: [257, 419, 317, 429]
quote-buyers: —: [427, 587, 437, 597]
lantern-footer-1: The N.Z. Farmers' Co-op.: [1459, 1080, 1872, 1122]
manawatu-body: Molecule's colleagues of the Board of Health visited Feilding yesterday. Among the visitors were Dr. Frengley, Inspector-General of Hospitals, and Dr. Makgill, District Health Officer. The visitors inspected the hospital, the new wing, and the fever ward. The fever ward was found to be in good order. The board will shortly call for tenders for the erection of a new nurses' home, the cost of which is estimated at £5000.: [491, 717, 761, 808]
quote-buyers: 2 8 0: [418, 371, 437, 381]
quote-sellers: 4 10 0: [454, 467, 478, 477]
quote-row: [255, 298, 479, 310]
association-heading: ASSOCIATION: [1225, 78, 1337, 95]
kennel-prize-list: Greyhounds.—Dogs (puppy): R. M'Grath, Captain Blue, 1; R. M'Grath, Kilkee, 2. Bitches (puppy): R. M'Grath, Lady Blue, 1. Open (bitches): Master F. Crook, Miss Trafalgar, 1; James M'Grath, Kitty Lassie, 2. Pointers.—New Zealand-bred, dogs: C. H. Burridge, Jo Jerry, 1. Open, dogs: C. H. Burridge, Jo Jerry, 1. Novice, dogs: C. H. Burridge, Jo Jerry, 1. Maiden, bitches: G. Wathers, Sweet, 1; E. Reinhold, Miss Glyde, 2. Open, bitches: G. Wathers, Sweet, 1; E. Reinhold, Miss Glyde, 2. Brace: E. Reinhold. English Setters.—Maiden, dogs: T. Andrews, Heather Bowler, 1; Puppy, dogs: T. Andrews, Heather Powder, 1. Puppy, dogs: T. Andrews, Heather Powder, 1; E. Merrigan, Silver Heck, 2; J. M'Conkie, Eddie, 3. Open, dogs: E. Merrigan, Silver Heck, 1; J. M'Conkie, Eddie, 2. Novice, bitches: H. Greer, Betty Brown, 1; G. Saunders, Lady Wendy, 2. New Zealand-bred, bitches: Mrs. E. Harris, Lady Noel, 1. Open, bitches: E. Merrigan, Flora, 1; T. Andrews, Black Heather, 2. Brace: T. Andrews. Irish Setters.—Novice, dogs: F. M'Farlane, Paddy, 1; A. Morton, Rory, 2. Open, dogs: F. M'Farlane, Paddy, 1. Bitches: J. Broadbent, Nance, 1. Gordon Setters.—Open, dogs: W. Thompson, Laddie, 1. Retrievers.—Open: Dr. Gibbs, Rex, 1. Spaniels (Cocker).—Puppy, dogs: A. Sheehan, Jock, 1; Bitches: W. Keating, Gold Flake, 1; J. Brown, Dinah, 2. Airedale Terriers.—Maiden, dogs: Mrs. F. E. Bitcliffe, Waitiki Warrior, 1; H. Thomas, Jack, 2. Open, dogs: Mrs. F. E. Bitcliffe, Waitiki Warrior, 1. Bitches: Mrs. F. E. Bitcliffe, Waitiki Wattle, 1; Miss D. Harrison, Judy, 2. Champion: Mrs. F. E. Bitcliffe. Fox Terriers (Wire-haired).—Dogs: E. Herrick, Wellington Jack, 1; J. Thomas, Rough Rider, 2. Bitches: E. Herrick, Wellington Lady, 1. Fox Terriers (Smooth).—Dogs: Mrs. H. Hall, Cobbler, 1; C. Woodford, Saucy Tom, 2. Bitches: Mrs. H. Hall, Fanny, 1. Collies.—Dogs: J. Harrison, Laddie, 1. Bitches: R. Thomas, Lassie, 1. Pekingese.—Dogs: Mrs. J. Bennett, Ming, 1. Bitches: Mrs. J. Bennett, Tai Tai, 1.: [773, 298, 1144, 565]
silverware-price-list: [1429, 307, 1902, 386]
price-item-price: 30/-: [1875, 320, 1894, 333]
lantern-body-3: and will burn anywhere and in any position. The "Champion" is equipped with an automatic tip cleaner, which positively prevents clogging, and it can be taken apart in a few seconds if desired. There is no smoky chimney to wash, no dirty wick to trim; this Lantern is absolutely clean and odourless. The "Champion" holds one quart of benzine, and will burn for 16 hours at one filling.: [1429, 1010, 1902, 1068]
wairarapa-heading: WAIRARAPA: [577, 153, 675, 171]
mining-subhead: WELLINGTON SHARE MARKET.: [276, 683, 458, 696]
heater-sub: No COAL, GAS or KEROSENE: [1653, 1910, 1857, 1926]
divider: [506, 143, 746, 145]
wfca-capital-table: [1429, 1466, 1902, 1530]
quote-name: Gear Meat: [257, 359, 296, 369]
quote-buyers: —: [427, 395, 437, 405]
shorthorn-subhead: ANNUAL MEETING.: [80, 903, 191, 917]
lantern-callout-2: Easy to Operate, Lights Quickly,: [1541, 977, 1789, 997]
byline: By Telegraph—Press Association.: [56, 920, 214, 934]
